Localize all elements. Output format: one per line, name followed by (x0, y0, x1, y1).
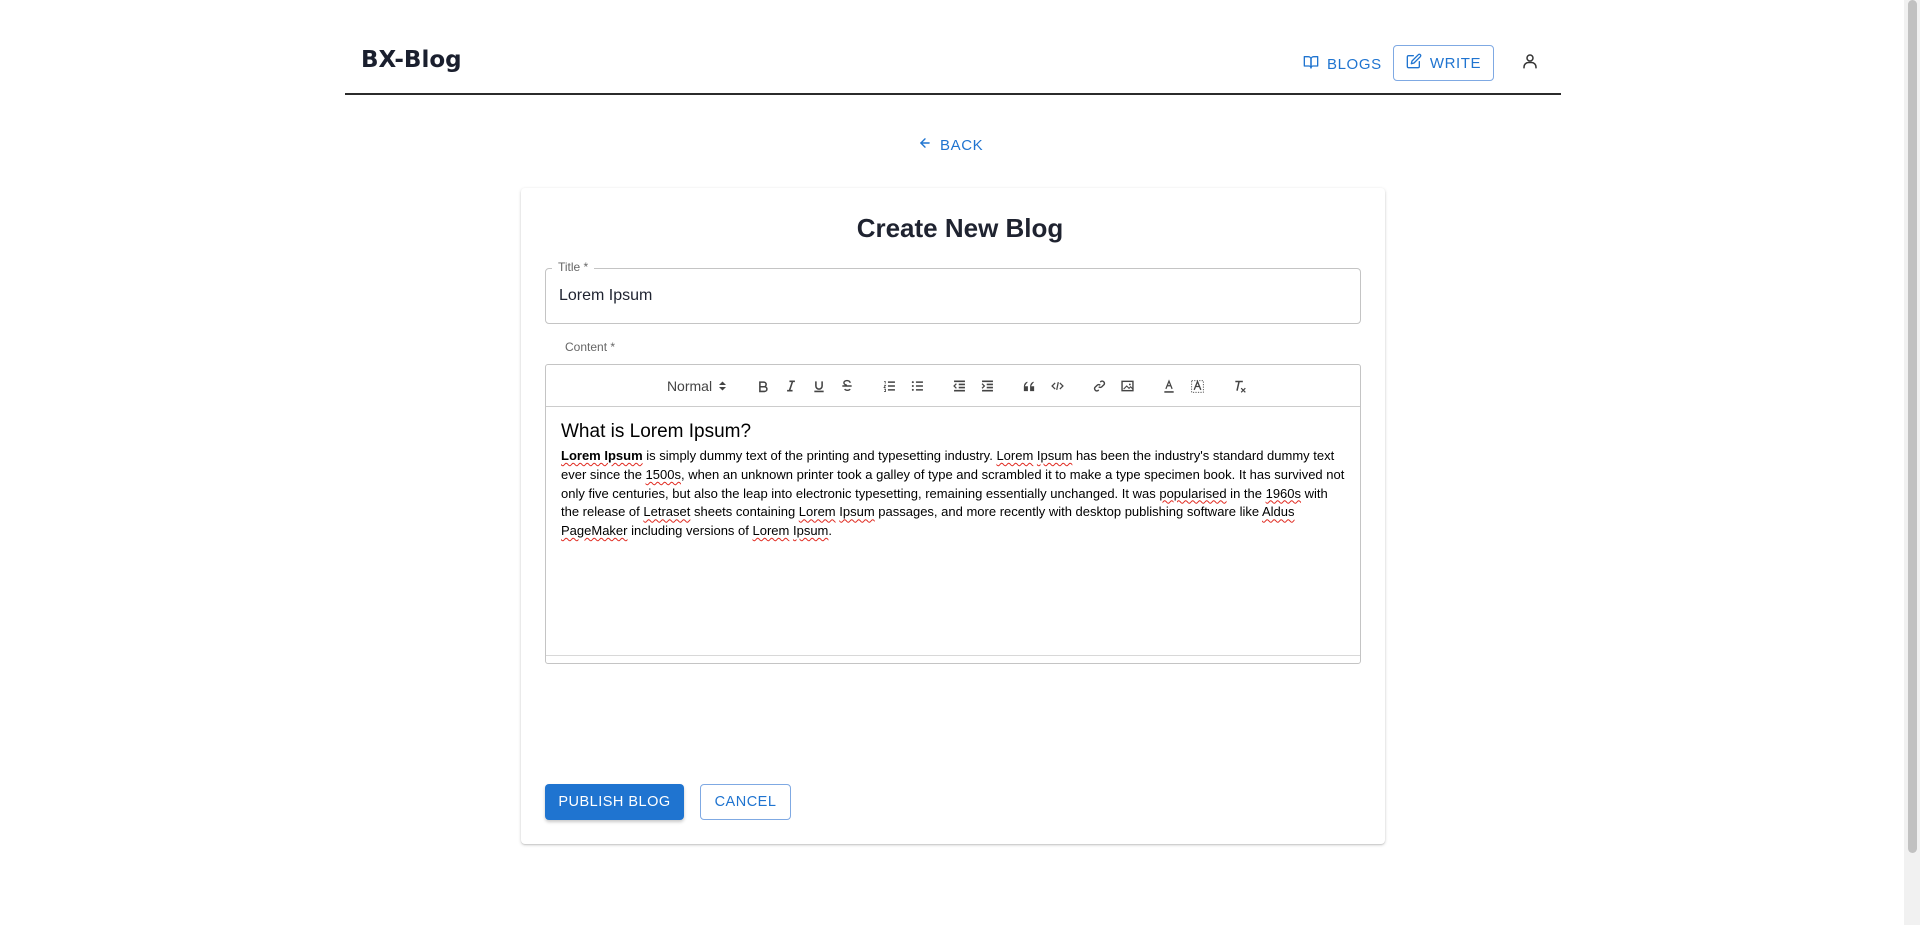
brand-logo[interactable]: BX-Blog (361, 47, 462, 73)
underline-button[interactable] (808, 375, 830, 397)
page-scrollbar[interactable] (1904, 0, 1920, 925)
title-field[interactable] (545, 268, 1361, 324)
nav-blogs-label: BLOGS (1327, 55, 1382, 73)
strikethrough-icon (840, 379, 854, 393)
blockquote-button[interactable] (1018, 375, 1040, 397)
title-input[interactable] (559, 269, 1339, 323)
nav-write-label: WRITE (1429, 54, 1482, 72)
image-button[interactable] (1116, 375, 1138, 397)
link-icon (1092, 379, 1107, 393)
image-icon (1120, 379, 1135, 393)
content-field-label: Content * (565, 340, 616, 354)
background-color-button[interactable] (1186, 375, 1208, 397)
bullet-list-icon (910, 379, 925, 393)
cancel-button[interactable]: CANCEL (700, 784, 791, 820)
header-format-value: Normal (666, 378, 713, 394)
nav-blogs-button[interactable] (1295, 47, 1390, 81)
rich-text-editor (545, 364, 1361, 664)
strike-button[interactable] (836, 375, 858, 397)
editor-heading: What is Lorem Ipsum? (561, 421, 752, 442)
editor-toolbar (546, 365, 1360, 407)
text-color-icon (1162, 379, 1176, 394)
outdent-button[interactable] (948, 375, 970, 397)
publish-blog-button[interactable]: PUBLISH BLOG (545, 784, 684, 820)
nav-write-button[interactable] (1393, 45, 1494, 81)
ordered-list-button[interactable] (878, 375, 900, 397)
indent-icon (980, 379, 995, 393)
bold-icon (756, 379, 770, 393)
header-format-select[interactable] (662, 375, 732, 397)
edit-icon (1406, 53, 1422, 73)
arrow-left-icon (918, 136, 932, 154)
back-button[interactable] (918, 134, 983, 156)
bold-button[interactable] (752, 375, 774, 397)
indent-button[interactable] (976, 375, 998, 397)
title-field-label: Title * (552, 260, 594, 274)
editor-content[interactable] (561, 421, 1346, 541)
clear-format-icon (1232, 379, 1247, 394)
page-title: Create New Blog (856, 213, 1064, 243)
editor-divider (546, 655, 1360, 663)
user-icon (1521, 52, 1539, 75)
back-label: BACK (940, 136, 984, 154)
app-header (345, 0, 1561, 95)
bold-term: Lorem Ipsum (561, 448, 643, 463)
code-block-button[interactable] (1046, 375, 1068, 397)
book-icon (1303, 54, 1319, 74)
ordered-list-icon (882, 379, 897, 393)
updown-icon (718, 380, 727, 392)
text-color-button[interactable] (1158, 375, 1180, 397)
code-icon (1050, 379, 1065, 393)
italic-icon (784, 379, 798, 393)
italic-button[interactable] (780, 375, 802, 397)
clear-format-button[interactable] (1228, 375, 1250, 397)
underline-icon (812, 379, 826, 393)
scrollbar-thumb[interactable] (1908, 0, 1917, 853)
editor-paragraph: Lorem Ipsum is simply dummy text of the printing and typesetting industry. Lorem Ipsum has been the industry's standard dummy text ever since the 1500s, when an unknown printer took a galley of type and scrambled it to make a type specimen book. It has survived not only five centuries, but also the leap into electronic typesetting, remaining essentially unchanged. It was popularised in the 1960s with the release of Letraset sheets containing Lorem Ipsum passages, and more recently with desktop publishing software like Aldus PageMaker including versions of Lorem Ipsum. (561, 448, 1345, 539)
bullet-list-button[interactable] (906, 375, 928, 397)
outdent-icon (952, 379, 967, 393)
link-button[interactable] (1088, 375, 1110, 397)
background-color-icon (1190, 379, 1205, 394)
user-menu-button[interactable] (1515, 48, 1545, 78)
quote-icon (1022, 379, 1036, 393)
